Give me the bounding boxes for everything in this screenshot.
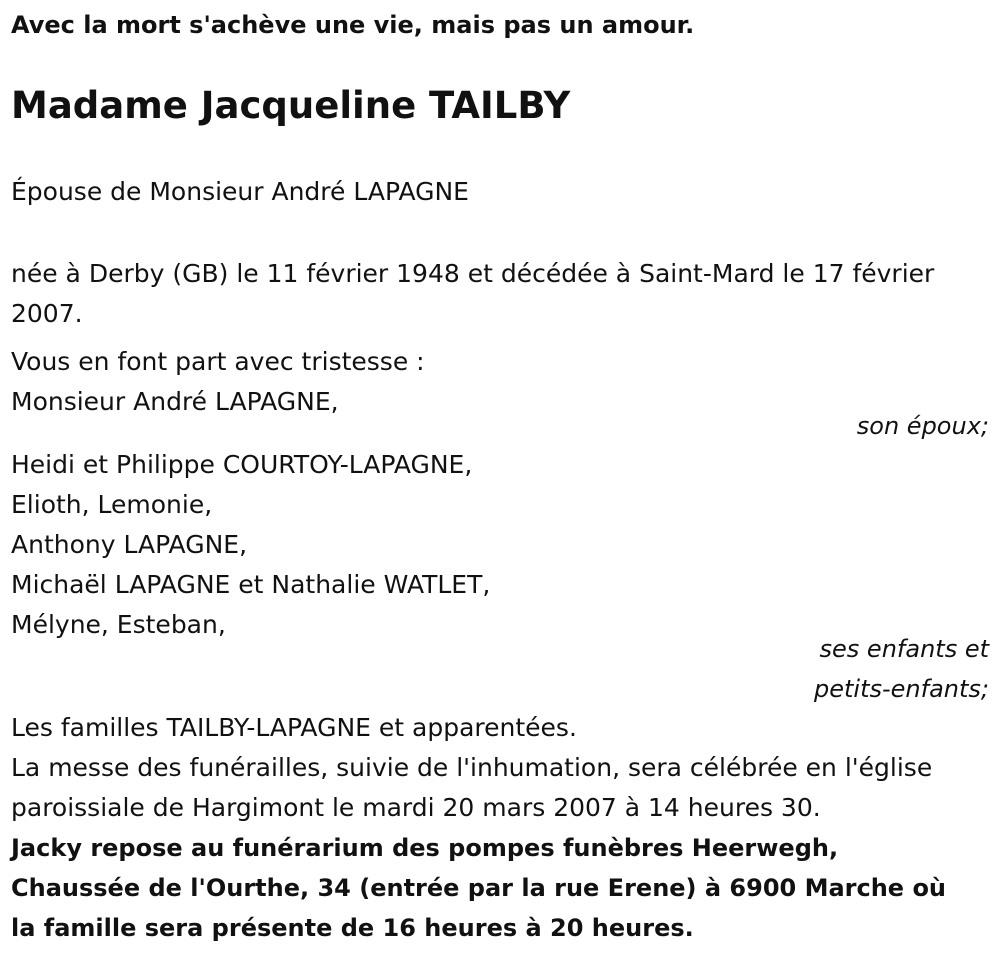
children-role-line: ses enfants et [819,635,989,663]
children-role-line: petits-enfants; [814,675,989,703]
visitation-line: la famille sera présente de 16 heures à 20 heures. [11,914,694,942]
mass-line: La messe des funérailles, suivie de l'inhumation, sera célébrée en l'église [11,753,933,782]
birth-death-line: 2007. [11,299,83,328]
deceased-name: Madame Jacqueline TAILBY [11,84,571,127]
families-line: Les familles TAILBY-LAPAGNE et apparentées. [11,713,577,742]
announcement-line: Vous en font part avec tristesse : [11,347,425,376]
list-item: Mélyne, Esteban, [11,610,226,639]
visitation-line: Jacky repose au funérarium des pompes funèbres Heerwegh, [11,834,839,862]
list-item: Michaël LAPAGNE et Nathalie WATLET, [11,570,491,599]
list-item: Elioth, Lemonie, [11,490,213,519]
birth-death-line: née à Derby (GB) le 11 février 1948 et décédée à Saint-Mard le 17 février [11,259,935,288]
mass-info [11,748,989,828]
birth-death-info [11,254,989,334]
children-list [11,445,989,645]
opening-quote: Avec la mort s'achève une vie, mais pas un amour. [11,11,695,39]
children-role [11,629,989,709]
list-item: Heidi et Philippe COURTOY-LAPAGNE, [11,450,473,479]
visitation-line: Chaussée de l'Ourthe, 34 (entrée par la rue Erene) à 6900 Marche où [11,874,947,902]
husband-role: son époux; [856,412,989,440]
husband-name: Monsieur André LAPAGNE, [11,387,339,416]
visitation-info [11,828,989,948]
spouse-line: Épouse de Monsieur André LAPAGNE [11,177,469,206]
list-item: Anthony LAPAGNE, [11,530,248,559]
mass-line: paroissiale de Hargimont le mardi 20 mars 2007 à 14 heures 30. [11,793,821,822]
